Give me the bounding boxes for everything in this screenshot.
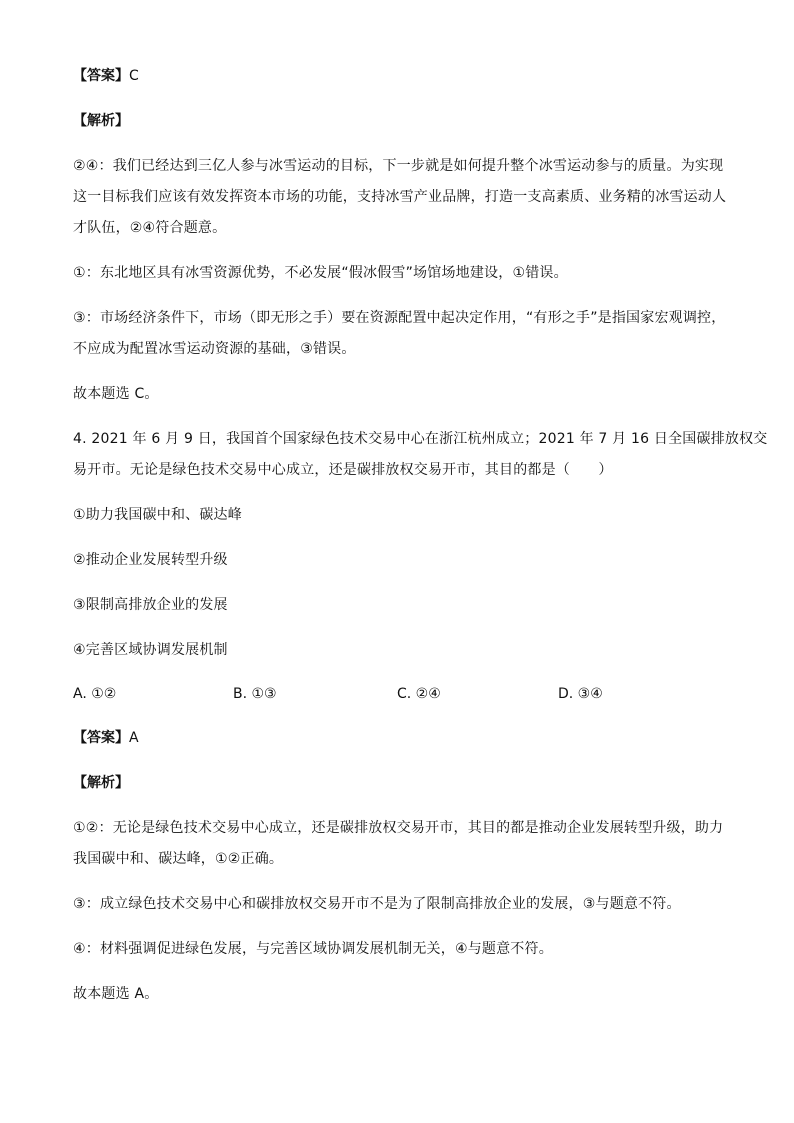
answer-value: C [129, 68, 139, 84]
q4-conclusion: 故本题选 A。 [73, 986, 159, 1002]
q4-item-1: ①助力我国碳中和、碳达峰 [73, 507, 242, 523]
answer-label: 【答案】 [73, 730, 129, 746]
q4-analysis-label: 【解析】 [73, 775, 129, 791]
q4-item-3: ③限制高排放企业的发展 [73, 597, 228, 613]
q4-analysis-p3: ④：材料强调促进绿色发展，与完善区域协调发展机制无关，④与题意不符。 [73, 941, 553, 957]
q3-analysis-p2: ①：东北地区具有冰雪资源优势，不必发展“假冰假雪”场馆场地建设，①错误。 [73, 265, 568, 281]
q4-option-a: A. ①② [73, 686, 117, 702]
q4-analysis-p2: ③：成立绿色技术交易中心和碳排放权交易开市不是为了限制高排放企业的发展，③与题意不符。 [73, 896, 681, 912]
q4-item-2: ②推动企业发展转型升级 [73, 552, 228, 568]
answer-value: A [129, 730, 139, 746]
q4-analysis-p1-line2: 我国碳中和、碳达峰，①②正确。 [73, 851, 284, 867]
q3-analysis-label: 【解析】 [73, 113, 129, 129]
q4-option-b: B. ①③ [233, 686, 277, 702]
q3-analysis-p3-line1: ③：市场经济条件下，市场（即无形之手）要在资源配置中起决定作用，“有形之手”是指国家宏观调控， [73, 310, 726, 326]
q3-analysis-p1-line3: 才队伍，②④符合题意。 [73, 220, 227, 236]
q4-item-4: ④完善区域协调发展机制 [73, 642, 228, 658]
q3-answer [73, 66, 733, 86]
q4-analysis-p1-line1: ①②：无论是绿色技术交易中心成立，还是碳排放权交易开市，其目的都是推动企业发展转型升级，助力 [73, 820, 724, 836]
q4-stem-line2: 易开市。无论是绿色技术交易中心成立，还是碳排放权交易开市，其目的都是（ ） [73, 462, 613, 478]
q4-option-c: C. ②④ [397, 686, 441, 702]
answer-label: 【答案】 [73, 68, 129, 84]
q4-option-d: D. ③④ [558, 686, 603, 702]
q4-answer [73, 728, 733, 748]
q3-analysis-p1-line1: ②④：我们已经达到三亿人参与冰雪运动的目标，下一步就是如何提升整个冰雪运动参与的质量。为实现 [73, 158, 724, 174]
q3-analysis-p3-line2: 不应成为配置冰雪运动资源的基础，③错误。 [73, 341, 356, 357]
q4-stem-line1: 4. 2021 年 6 月 9 日，我国首个国家绿色技术交易中心在浙江杭州成立；2021 年 7 月 16 日全国碳排放权交 [73, 431, 768, 447]
q3-analysis-p1-line2: 这一目标我们应该有效发挥资本市场的功能，支持冰雪产业品牌，打造一支高素质、业务精的冰雪运动人 [73, 189, 727, 205]
q3-conclusion: 故本题选 C。 [73, 386, 159, 402]
